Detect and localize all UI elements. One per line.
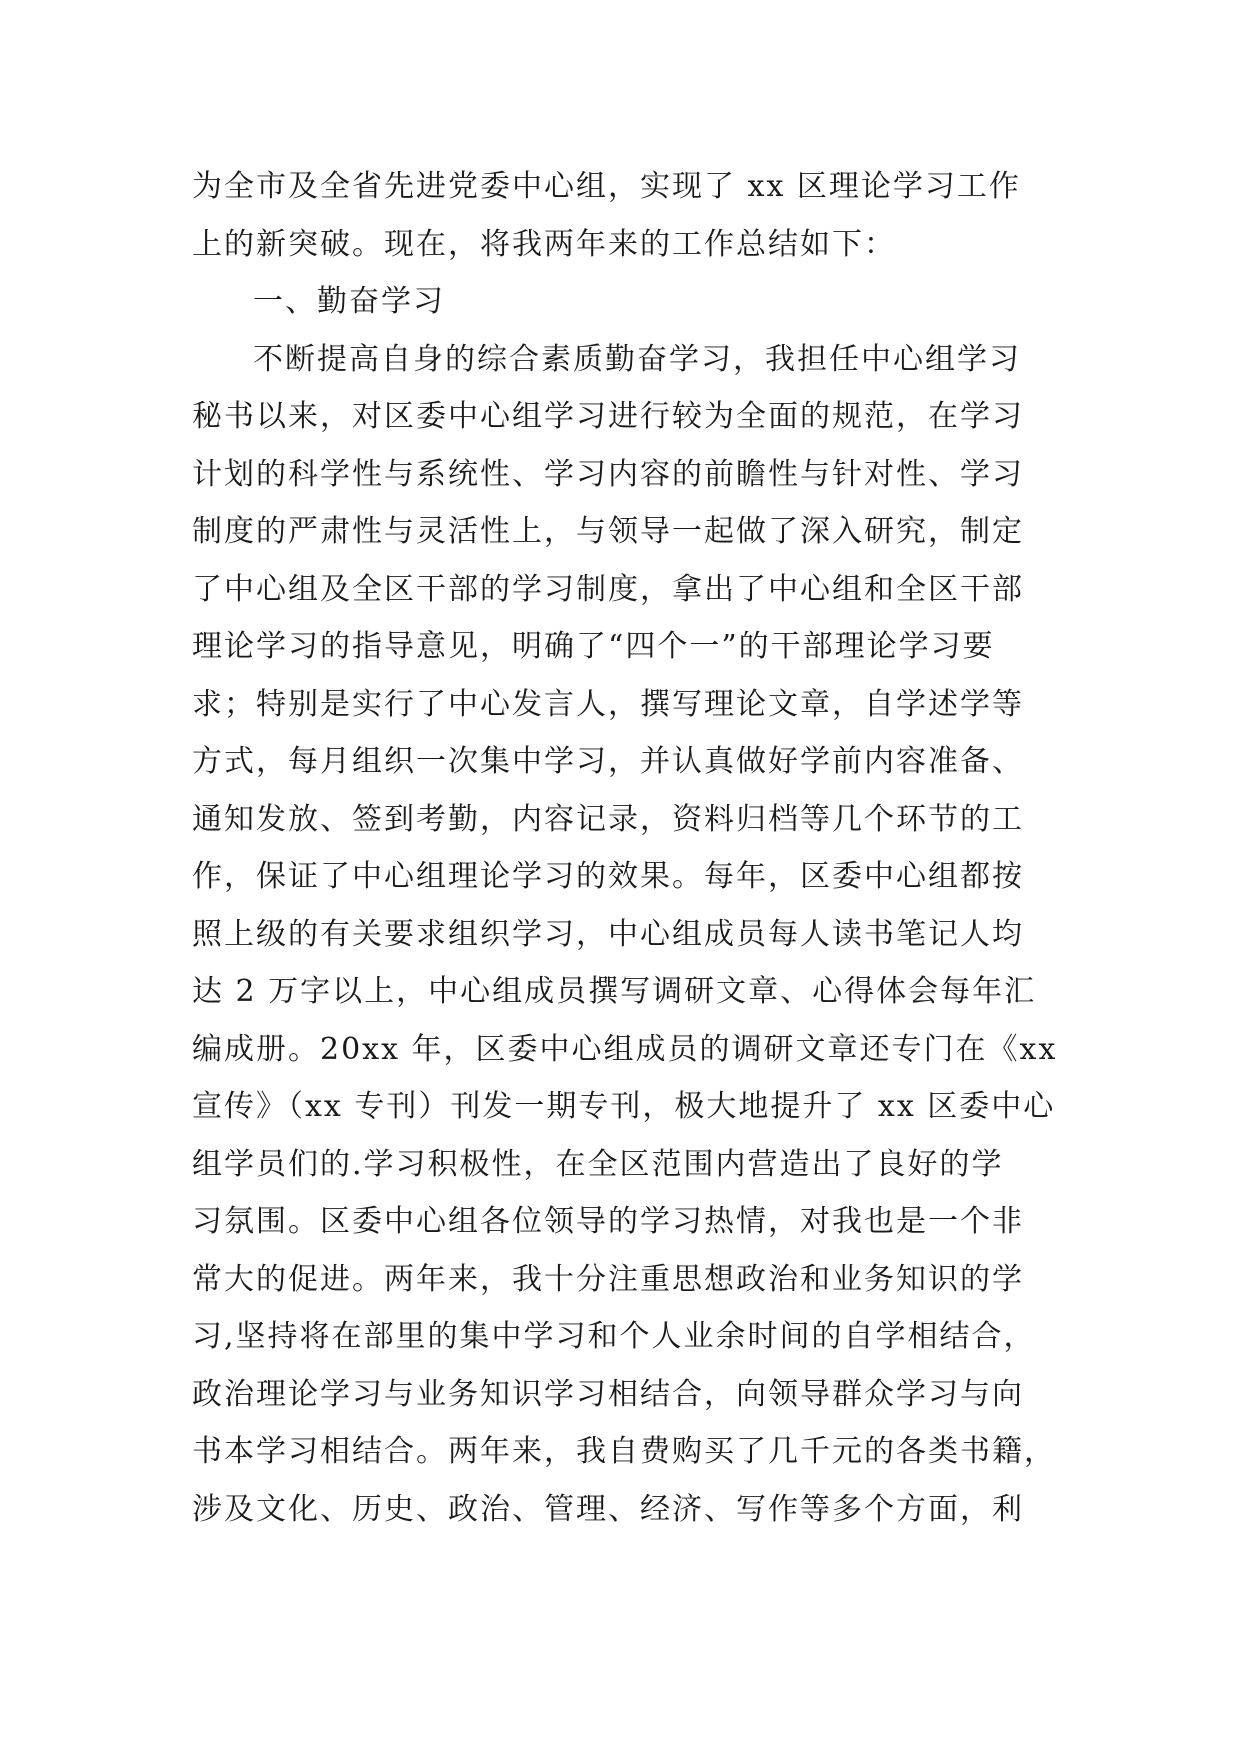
- text-line: 常大的促进。两年来，我十分注重思想政治和业务知识的学: [192, 1261, 1024, 1297]
- text-line: 宣传》（xx 专刊）刊发一期专刊，极大地提升了 xx 区委中心: [192, 1089, 1056, 1124]
- text-line: 达 2 万字以上，中心组成员撰写调研文章、心得体会每年汇: [192, 974, 1037, 1009]
- text-line: 组学员们的.学习积极性，在全区范围内营造出了良好的学: [192, 1146, 1004, 1182]
- text-line: 理论学习的指导意见，明确了“四个一”的干部理论学习要: [192, 629, 995, 664]
- section-heading: 一、勤奋学习: [253, 284, 445, 319]
- text-line: 涉及文化、历史、政治、管理、经济、写作等多个方面，利: [192, 1491, 1024, 1527]
- text-line: 制度的严肃性与灵活性上，与领导一起做了深入研究，制定: [192, 514, 1024, 549]
- paragraph-first-line: 不断提高自身的综合素质勤奋学习，我担任中心组学习: [253, 341, 1021, 377]
- text-line: 书本学习相结合。两年来，我自费购买了几千元的各类书籍，: [192, 1434, 1056, 1469]
- text-line: 求；特别是实行了中心发言人，撰写理论文章，自学述学等: [192, 686, 1024, 722]
- text-line: 计划的科学性与系统性、学习内容的前瞻性与针对性、学习: [192, 456, 1024, 492]
- text-line: 照上级的有关要求组织学习，中心组成员每人读书笔记人均: [192, 916, 1024, 952]
- text-line: 作，保证了中心组理论学习的效果。每年，区委中心组都按: [192, 859, 1024, 894]
- text-line: 编成册。20xx 年，区委中心组成员的调研文章还专门在《xx: [192, 1031, 1058, 1067]
- body-text: [192, 158, 1072, 1538]
- text-line: 了中心组及全区干部的学习制度，拿出了中心组和全区干部: [192, 571, 1024, 607]
- text-line: 秘书以来，对区委中心组学习进行较为全面的规范，在学习: [192, 399, 1024, 434]
- text-line: 政治理论学习与业务知识学习相结合，向领导群众学习与向: [192, 1376, 1024, 1412]
- text-line: 习氛围。区委中心组各位领导的学习热情，对我也是一个非: [192, 1204, 1024, 1239]
- text-line: 通知发放、签到考勤，内容记录，资料归档等几个环节的工: [192, 801, 1024, 837]
- text-line: 习,坚持将在部里的集中学习和个人业余时间的自学相结合，: [192, 1319, 1036, 1354]
- text-line: 为全市及全省先进党委中心组，实现了 xx 区理论学习工作: [192, 169, 1021, 204]
- text-line: 方式，每月组织一次集中学习，并认真做好学前内容准备、: [192, 744, 1024, 779]
- text-line: 上的新突破。现在，将我两年来的工作总结如下：: [192, 226, 896, 262]
